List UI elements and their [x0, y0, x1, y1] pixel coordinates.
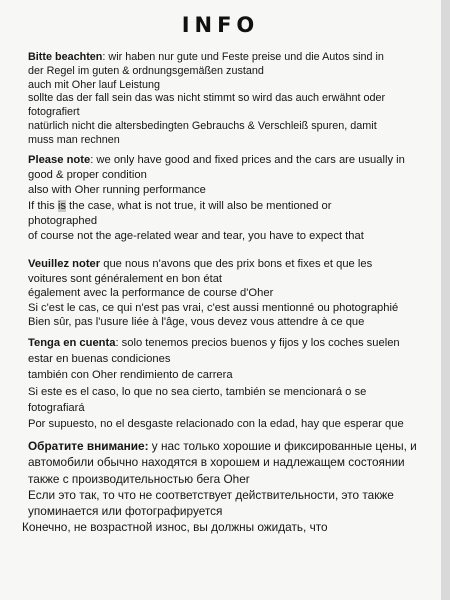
section-label: Bitte beachten — [28, 51, 103, 63]
text-line: fotografiert — [28, 106, 80, 119]
text-line — [28, 153, 405, 168]
text-line: muss man rechnen — [28, 133, 120, 146]
text-line: also with Oher running performance — [28, 184, 206, 197]
highlighted-word: is — [57, 199, 66, 212]
section-russian — [22, 438, 417, 536]
text-line — [28, 335, 404, 351]
text-span: у нас только хорошие и фиксированные цены, и — [148, 439, 417, 453]
text-line: también con Oher rendimiento de carrera — [28, 369, 233, 382]
text-span: : we only have good and fixed prices and the cars are usually in — [90, 154, 405, 166]
text-line: sollte das der fall sein das was nicht stimmt so wird das auch erwähnt oder — [28, 92, 386, 105]
text-line — [28, 51, 385, 65]
text-line — [28, 257, 398, 272]
section-label: Please note — [28, 154, 91, 166]
text-line: упоминается или фотографируется — [28, 504, 223, 519]
text-line: Por supuesto, no el desgaste relacionado con la edad, hay que esperar que — [28, 418, 404, 431]
section-label: Обратите внимание: — [28, 439, 149, 453]
text-span: the case, what is not true, it will also be mentioned or — [65, 199, 332, 212]
text-span: que nous n'avons que des prix bons et fixes et que les — [100, 258, 373, 270]
section-label: Tenga en cuenta — [28, 337, 116, 349]
text-line: good & proper condition — [28, 169, 147, 182]
text-line: photographed — [28, 214, 98, 227]
section-german — [28, 51, 385, 148]
text-span: If this — [28, 199, 58, 212]
text-line: également avec la performance de course d'Oher — [28, 287, 274, 300]
text-line: Si c'est le cas, ce qui n'est pas vrai, c'est aussi mentionné ou photographié — [28, 301, 399, 314]
page-title: INFO — [181, 13, 260, 37]
text-line — [28, 199, 405, 214]
text-line: также с производительностью бега Oher — [28, 471, 250, 486]
text-line: der Regel im guten & ordnungsgemäßen zustand — [28, 64, 264, 77]
section-spanish — [28, 335, 404, 432]
text-line: Si este es el caso, lo que no sea cierto, también se mencionará o se — [28, 385, 367, 398]
text-line: Конечно, не возрастной износ, вы должны ожидать, что — [22, 520, 328, 535]
text-line: estar en buenas condiciones — [28, 353, 171, 366]
section-english — [28, 153, 405, 244]
text-line: Если это так, то что не соответствует действительности, это также — [28, 487, 394, 502]
section-french — [28, 257, 398, 330]
text-line: natürlich nicht die altersbedingten Gebrauchs & Verschleiß spuren, damit — [28, 119, 377, 132]
text-line: of course not the age-related wear and tear, you have to expect that — [28, 230, 364, 243]
text-line: fotografiará — [28, 401, 85, 414]
text-line — [28, 438, 417, 454]
text-line: автомобили обычно находятся в хорошем и надлежащем состоянии — [28, 455, 405, 470]
text-span: : wir haben nur gute und Feste preise und die Autos sind in — [102, 51, 384, 63]
text-line: voitures sont généralement en bon état — [28, 272, 223, 285]
text-line: auch mit Oher lauf Leistung — [28, 78, 161, 91]
text-span: : solo tenemos precios buenos y fijos y los coches suelen — [115, 337, 400, 349]
section-label: Veuillez noter — [28, 258, 101, 270]
text-line: Bien sûr, pas l'usure liée à l'âge, vous devez vous attendre à ce que — [28, 316, 365, 329]
